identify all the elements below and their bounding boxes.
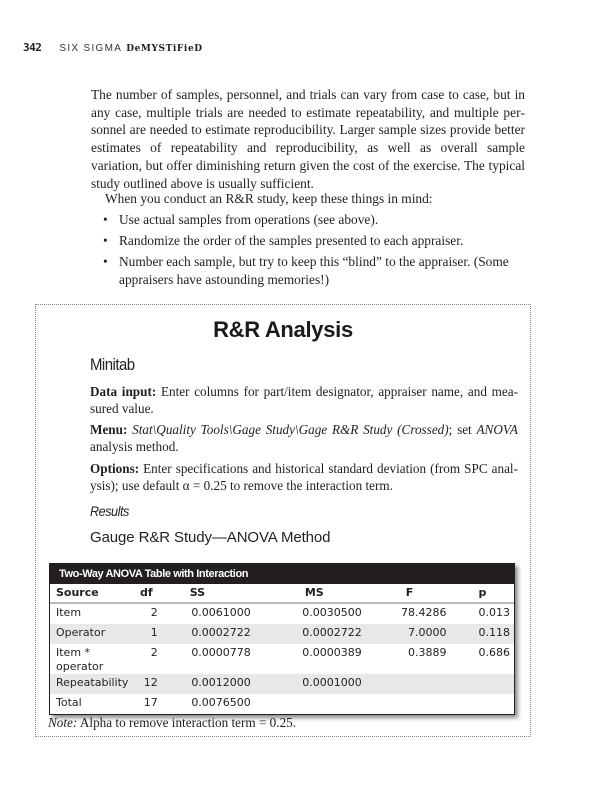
bullet-item: [91, 211, 525, 229]
anova-grid: [50, 584, 514, 714]
table-row: [50, 644, 514, 674]
options-text: Enter specifications and historical standard deviation (from SPC analysis); use default α = 0.25 to remove the interaction term.: [90, 461, 518, 494]
table-caption: Two-Way ANOVA Table with Interaction: [50, 564, 514, 584]
column-header-ss: SS: [162, 584, 255, 603]
bullet-text: Number each sample, but try to keep this “blind” to the appraiser. (Some appraisers have astounding memories!): [119, 254, 509, 288]
cell-source: Repeatability: [50, 674, 136, 694]
cell-source: Total: [56, 696, 82, 709]
data-input-paragraph: [90, 383, 518, 417]
bullet-text: Randomize the order of the samples presented to each appraiser.: [119, 233, 464, 249]
cell-df: 2: [150, 646, 158, 659]
cell-ss: 0.0000778: [191, 646, 251, 659]
table-row: [50, 694, 514, 714]
cell-source: Item * operator: [56, 646, 104, 673]
options-paragraph: [90, 460, 518, 494]
cell-f: 7.0000: [366, 624, 451, 644]
cell-ss: 0.0061000: [191, 606, 251, 619]
table-row: [50, 674, 514, 694]
column-header-df: df: [136, 584, 162, 603]
data-input-text: Enter columns for part/item designator, appraiser name, and measured value.: [90, 384, 518, 417]
cell-f: [366, 674, 451, 694]
column-header-p: p: [451, 584, 515, 603]
cell-p: 0.013: [478, 606, 510, 619]
study-title: Gauge R&R Study—ANOVA Method: [90, 529, 331, 546]
menu-method: ANOVA: [476, 422, 518, 437]
cell-df: 2: [150, 606, 158, 619]
cell-ss: 0.0076500: [191, 696, 251, 709]
cell-ms: 0.0000389: [302, 646, 362, 659]
cell-source: Operator: [50, 624, 136, 644]
column-header-source: Source: [50, 584, 136, 603]
menu-label: Menu:: [90, 422, 128, 437]
menu-text-mid: ; set: [448, 422, 477, 437]
cell-ss: 0.0012000: [162, 674, 255, 694]
cell-df: 1: [136, 624, 162, 644]
column-header-f: F: [366, 584, 451, 603]
bullet-icon: •: [103, 233, 108, 249]
cell-ms: 0.0001000: [255, 674, 366, 694]
bullet-icon: •: [103, 254, 108, 270]
menu-paragraph: [90, 421, 518, 455]
cell-p: 0.118: [451, 624, 515, 644]
table-header-row: [50, 584, 514, 603]
menu-path: Stat\Quality Tools\Gage Study\Gage R&R Study (Crossed): [127, 422, 449, 437]
book-title: SIX SIGMA: [59, 43, 123, 54]
note-text: Alpha to remove interaction term = 0.25.: [77, 715, 297, 730]
book-title-suffix: DeMYSTiFieD: [126, 44, 203, 54]
sidebar-title: R&R Analysis: [213, 317, 353, 342]
cell-f: 0.3889: [408, 646, 447, 659]
cell-ms: [255, 694, 366, 714]
cell-df: 17: [143, 696, 158, 709]
body-paragraph-2: When you conduct an R&R study, keep these things in mind:: [105, 191, 433, 206]
bullet-icon: •: [103, 212, 108, 227]
cell-p: [451, 694, 515, 714]
cell-f: [366, 694, 451, 714]
menu-text-end: analysis method.: [90, 439, 179, 455]
cell-ss: 0.0002722: [162, 624, 255, 644]
table-note: [48, 715, 296, 731]
page-number: 342: [23, 41, 42, 54]
column-header-ms: MS: [255, 584, 366, 603]
bullet-text: Use actual samples from operations (see above).: [119, 212, 379, 227]
bullet-list: [91, 211, 525, 292]
options-label: Options:: [90, 461, 140, 476]
anova-table: [49, 563, 515, 715]
cell-f: 78.4286: [401, 606, 447, 619]
running-head: [23, 41, 203, 54]
results-label: Results: [90, 503, 129, 519]
cell-ms: 0.0002722: [255, 624, 366, 644]
table-row: [50, 603, 514, 624]
table-row: [50, 624, 514, 644]
rr-analysis-sidebar: [35, 304, 531, 737]
bullet-item: [91, 232, 525, 250]
body-paragraph-1: The number of samples, personnel, and trials can vary from case to case, but in any case, multiple trials are needed to estimate repeatability, and multiple personnel are needed to estimate reproducibility. Larger sample sizes provide better estimates of repeatability and reproducibility, as well as overall sample variation, but offer diminishing return given the cost of the exercise. The typical study outlined above is usually sufficient.: [91, 87, 525, 191]
bullet-item: [91, 253, 525, 288]
note-label: Note:: [48, 715, 78, 730]
cell-p: 0.686: [478, 646, 510, 659]
cell-source: Item: [56, 606, 82, 619]
cell-ms: 0.0030500: [302, 606, 362, 619]
cell-df: 12: [136, 674, 162, 694]
sidebar-subhead: Minitab: [90, 355, 135, 374]
cell-p: [451, 674, 515, 694]
data-input-label: Data input:: [90, 384, 157, 399]
